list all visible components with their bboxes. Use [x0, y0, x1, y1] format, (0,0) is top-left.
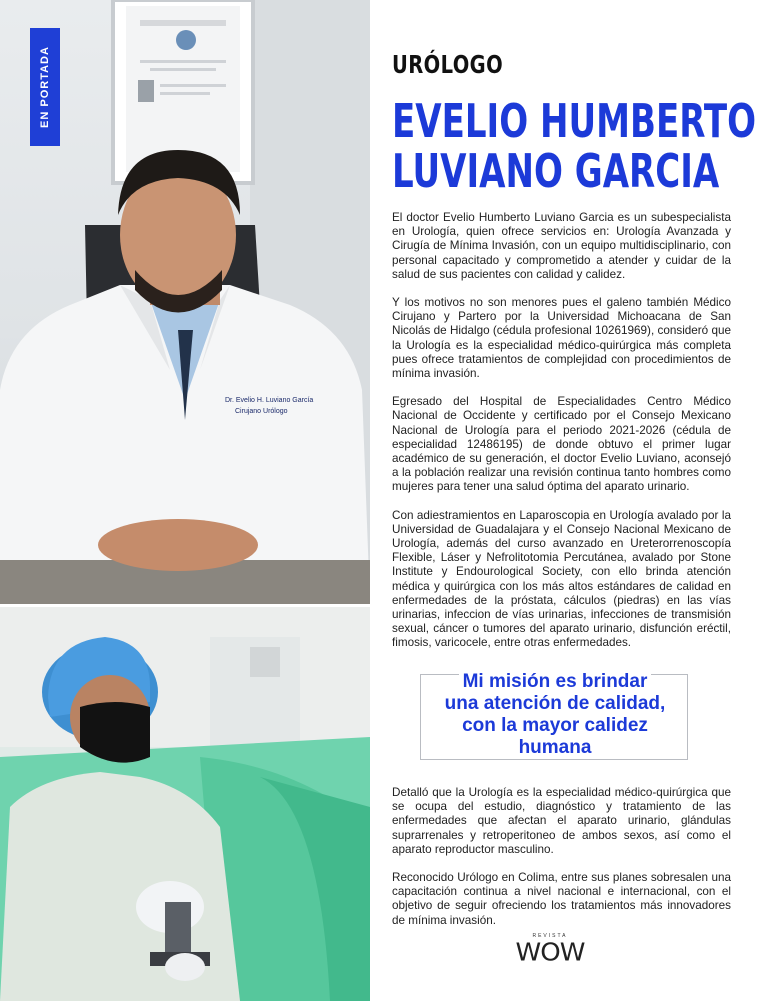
doctor-name-heading: [392, 96, 756, 196]
logo-small-text: REVISTA: [532, 933, 568, 939]
quote-line: Mi misión es brindar: [459, 671, 652, 692]
doctor-portrait-photo: [0, 0, 370, 604]
quote-line: humana: [518, 737, 592, 758]
magazine-logo: [512, 933, 588, 967]
surgery-photo: [0, 607, 370, 1001]
pull-quote-text: [411, 671, 699, 759]
doctor-name-line-2: LUVIANO GARCIA: [392, 144, 720, 198]
article-body: [392, 211, 731, 665]
paragraph: Reconocido Urólogo en Colima, entre sus planes sobresalen una capacitación continua a nivel nacional e internacional, con el objetivo de seguir ofreciendo los tratamientos más innovadores de mínima invasión.: [392, 871, 731, 927]
section-tag-label: EN PORTADA: [39, 46, 51, 128]
pull-quote: [420, 671, 688, 760]
quote-line: con la mayor calidez: [462, 715, 648, 736]
quote-line: una atención de calidad,: [444, 693, 666, 714]
paragraph: Egresado del Hospital de Especialidades Centro Médico Nacional de Occidente y certificado por el Consejo Mexicano Nacional de Urología para el periodo 2021-2026 (cédula de especialidad 12486195) de donde obtuvo el primer lugar académico de su generación, el doctor Evelio Luviano, aconsejó a la población realizar una revisión continua tanto hombres como mujeres para tener una salud óptima del aparato urinario.: [392, 395, 731, 494]
logo-wordmark: WOW: [515, 938, 585, 968]
surgery-illustration: [0, 607, 370, 1001]
section-tag: [30, 28, 60, 146]
kicker-specialty: URÓLOGO: [392, 50, 504, 79]
paragraph: Detalló que la Urología es la especialidad médico-quirúrgica que se ocupa del estudio, diagnóstico y tratamiento de las enfermedades que afectan el aparato urinario, glándulas suprarrenales y retroperitoneo de ambos sexos, así como el aparato reproductor masculino.: [392, 786, 731, 856]
coat-embroidery-name: Dr. Evelio H. Luviano García: [225, 397, 314, 404]
coat-embroidery-title: Cirujano Urólogo: [235, 408, 288, 415]
doctor-name-line-1: EVELIO HUMBERTO: [392, 94, 757, 148]
paragraph: El doctor Evelio Humberto Luviano Garcia es un subespecialista en Urología, quien ofrece servicios en: Urología Avanzada y Cirugía de Mínima Invasión, con un equipo multidisciplinario, con personal capacitado y comprometido a atender y cuidar de la salud de sus pacientes con calidad y calidez.: [392, 211, 731, 281]
paragraph: Y los motivos no son menores pues el galeno también Médico Cirujano y Partero por la Universidad Michoacana de San Nicolás de Hidalgo (cédula profesional 10261969), consideró que la Urología es la especialidad médico-quirúrgica más completa pues ofrece tratamientos de complejidad con procedimientos de mínima invasión.: [392, 296, 731, 381]
article-body-continued: [392, 786, 731, 942]
paragraph: Con adiestramientos en Laparoscopia en Urología avalado por la Universidad de Guadalajara y el Consejo Nacional Mexicano de Urología, además del curso avanzado en Ureterorrenoscopía Flexible, Láser y Nefrolitotomia Percutánea, avalado por Stone Institute y Endourological Society, con ello brinda atención médica y quirúrgica con los más altos estándares de calidad en enfermedades de la próstata, cálculos (piedras) en las vías urinarias, infeccion de vías urinarias, infecciones de transmisión sexual, cáncer o tumores del aparato urinario, disfunción eréctil, fimosis, varicocele, entre otras enfermedades.: [392, 508, 731, 650]
